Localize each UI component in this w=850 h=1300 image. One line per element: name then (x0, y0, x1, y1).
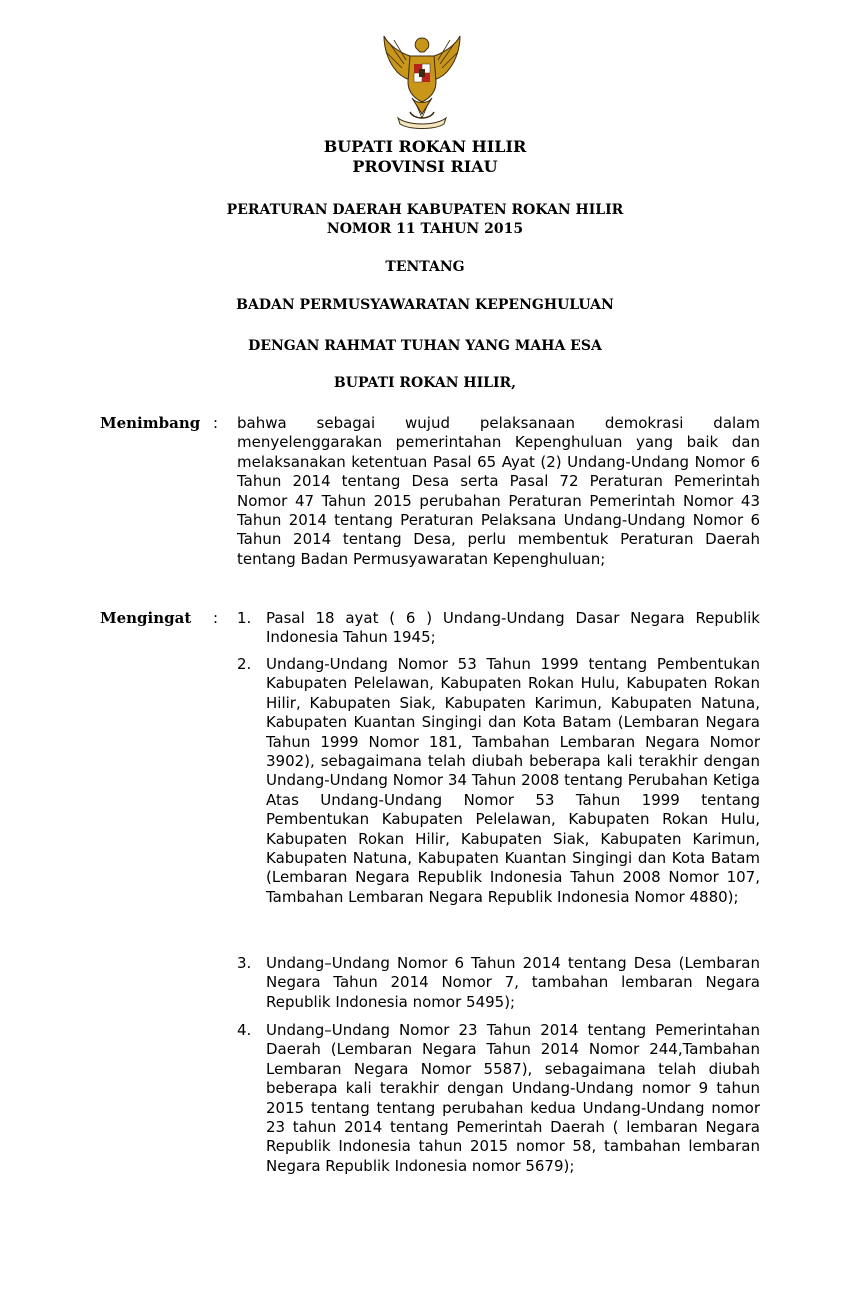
list-item-number: 2. (237, 655, 252, 673)
menimbang-text: bahwa sebagai wujud pelaksanaan demokrasi dalam menyelenggarakan pemerintahan Kepenghuluan yang baik dan melaksanakan ketentuan Pasal 65 Ayat (2) Undang-Undang Nomor 6 Tahun 2014 tentang Desa serta Pasal 72 Peraturan Pemerintah Nomor 47 Tahun 2015 perubahan Peraturan Pemerintah Nomor 43 Tahun 2014 tentang Peraturan Pelaksana Undang-Undang Nomor 6 Tahun 2014 tentang Desa, perlu membentuk Peraturan Daerah tentang Badan Permusyawaratan Kepenghuluan; (237, 414, 760, 568)
menimbang-label: Menimbang (100, 414, 201, 432)
regulation-subject: BADAN PERMUSYAWARATAN KEPENGHULUAN (236, 297, 614, 313)
mengingat-colon: : (213, 609, 219, 627)
mengingat-label: Mengingat (100, 609, 192, 627)
mengingat-section (100, 609, 760, 1209)
menimbang-section (100, 414, 760, 594)
list-item-text: Undang-Undang Nomor 53 Tahun 1999 tentang Pembentukan Kabupaten Pelelawan, Kabupaten Rokan Hulu, Kabupaten Rokan Hilir, Kabupaten Siak, Kabupaten Karimun, Kabupaten Natuna, Kabupaten Kuantan Singingi dan Kota Batam (Lembaran Negara Tahun 1999 Nomor 181, Tambahan Lembaran Negara Nomor 3902), sebagaimana telah diubah beberapa kali terakhir dengan Undang-Undang Nomor 34 Tahun 2008 tentang Perubahan Ketiga Atas Undang-Undang Nomor 53 Tahun 1999 tentang Pembentukan Kabupaten Pelelawan, Kabupaten Rokan Hulu, Kabupaten Rokan Hilir, Kabupaten Siak, Kabupaten Karimun, Kabupaten Natuna, Kabupaten Kuantan Singingi dan Kota Batam (Lembaran Negara Republik Indonesia Tahun 2008 Nomor 107, Tambahan Lembaran Negara Republik Indonesia Nomor 4880); (266, 655, 760, 906)
regulation-title: PERATURAN DAERAH KABUPATEN ROKAN HILIR (226, 202, 624, 218)
list-item-number: 1. (237, 609, 252, 627)
invocation: DENGAN RAHMAT TUHAN YANG MAHA ESA (248, 338, 602, 354)
about-heading: TENTANG (385, 259, 465, 275)
list-item-text: Undang–Undang Nomor 23 Tahun 2014 tentang Pemerintahan Daerah (Lembaran Negara Tahun 2014 Nomor 244,Tambahan Lembaran Negara Nomor 5587), sebagaimana telah diubah beberapa kali terakhir dengan Undang-Undang nomor 9 tahun 2015 tentang tentang perubahan kedua Undang-Undang nomor 23 tahun 2014 tentang Pemerintah Daerah ( lembaran Negara Republik Indonesia tahun 2015 nomor 58, tambahan lembaran Negara Republik Indonesia nomor 5679); (266, 1021, 760, 1175)
office-title: BUPATI ROKAN HILIR (323, 137, 527, 156)
issuer-title: BUPATI ROKAN HILIR, (333, 375, 517, 391)
garuda-pancasila-emblem-icon (380, 34, 464, 130)
list-item-text: Pasal 18 ayat ( 6 ) Undang-Undang Dasar Negara Republik Indonesia Tahun 1945; (266, 609, 760, 647)
province-title: PROVINSI RIAU (352, 157, 498, 176)
list-item-number: 3. (237, 954, 252, 972)
list-item-text: Undang–Undang Nomor 6 Tahun 2014 tentang Desa (Lembaran Negara Tahun 2014 Nomor 7, tambahan lembaran Negara Republik Indonesia nomor 5495); (266, 954, 760, 1011)
list-item-number: 4. (237, 1021, 252, 1039)
menimbang-colon: : (213, 414, 219, 432)
regulation-number: NOMOR 11 TAHUN 2015 (326, 221, 524, 237)
